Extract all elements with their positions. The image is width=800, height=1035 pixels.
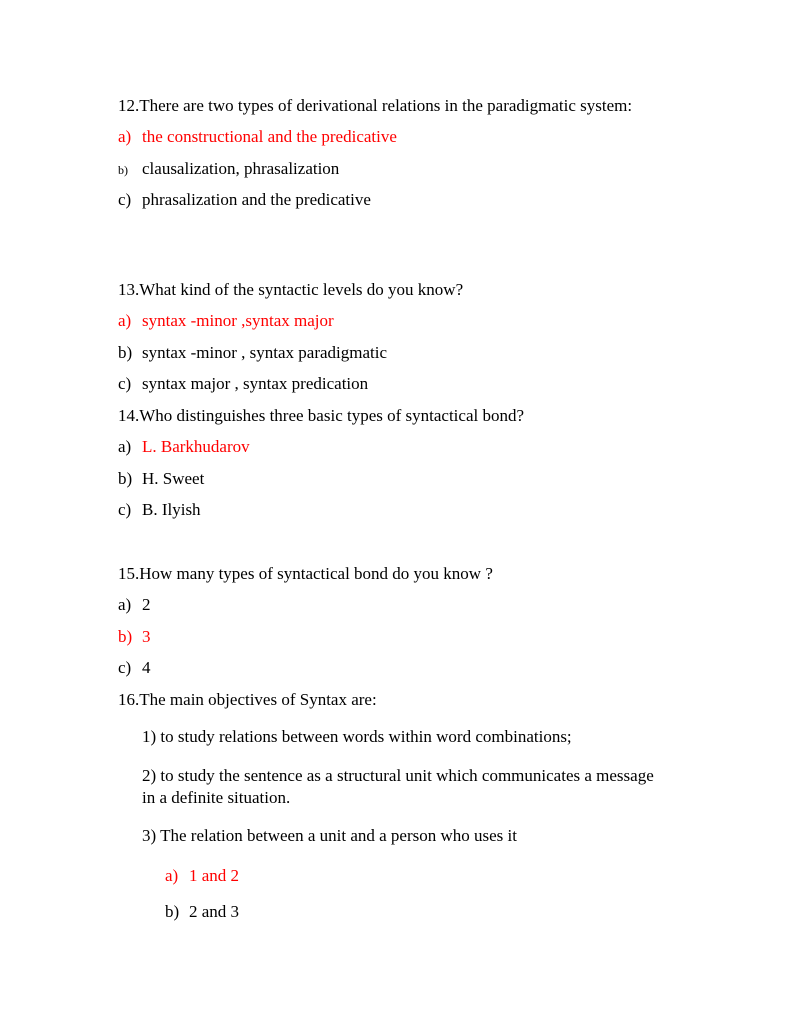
option-text: phrasalization and the predicative: [142, 190, 371, 209]
option-text: 2 and 3: [189, 902, 240, 921]
option-text: 2: [142, 595, 151, 614]
option-marker: c): [118, 500, 132, 519]
option-text: 1 and 2: [189, 866, 240, 885]
question-16: [118, 690, 377, 710]
answer-option-correct: [118, 311, 334, 331]
answer-option-correct: [118, 127, 397, 147]
option-marker: a): [165, 866, 179, 885]
answer-option: [118, 500, 201, 520]
option-text: H. Sweet: [142, 469, 205, 488]
answer-option: [118, 343, 387, 363]
question-text: What kind of the syntactic levels do you know?: [139, 280, 464, 299]
option-text: clausalization, phrasalization: [142, 159, 340, 178]
question-text: There are two types of derivational relations in the paradigmatic system:: [139, 96, 633, 115]
option-marker: b): [118, 469, 133, 488]
answer-option: [118, 658, 151, 678]
answer-option: [118, 374, 368, 394]
option-text: syntax major , syntax predication: [142, 374, 369, 393]
answer-option: [118, 190, 371, 210]
answer-option: [118, 159, 339, 180]
answer-option-correct: [165, 866, 239, 886]
option-marker: a): [118, 595, 132, 614]
statement-1: [142, 727, 572, 747]
answer-option: [165, 902, 239, 922]
option-marker: a): [118, 127, 132, 146]
option-text: B. Ilyish: [142, 500, 201, 519]
option-marker: b): [118, 163, 128, 177]
question-number: 16.: [118, 690, 140, 709]
question-text: How many types of syntactical bond do you know ?: [139, 564, 493, 583]
question-number: 12.: [118, 96, 140, 115]
question-14: [118, 406, 524, 426]
statement-text: 2) to study the sentence as a structural unit which communicates a message in a definite situation.: [142, 766, 654, 807]
option-marker: a): [118, 311, 132, 330]
answer-option-correct: [118, 627, 151, 647]
option-marker: c): [118, 658, 132, 677]
answer-option-correct: [118, 437, 250, 457]
option-text: 3: [142, 627, 151, 646]
statement-text: 1) to study relations between words within word combinations;: [142, 727, 572, 746]
question-number: 13.: [118, 280, 140, 299]
answer-option: [118, 595, 151, 615]
question-15: [118, 564, 493, 584]
statement-text: 3) The relation between a unit and a person who uses it: [142, 826, 517, 845]
question-12: [118, 96, 632, 116]
option-marker: c): [118, 190, 132, 209]
option-marker: c): [118, 374, 132, 393]
question-13: [118, 280, 463, 300]
question-number: 15.: [118, 564, 140, 583]
question-text: Who distinguishes three basic types of syntactical bond?: [139, 406, 525, 425]
option-marker: b): [118, 627, 133, 646]
option-text: the constructional and the predicative: [142, 127, 397, 146]
statement-3: [142, 826, 517, 846]
option-marker: b): [165, 902, 180, 921]
statement-2: [142, 765, 662, 809]
answer-option: [118, 469, 204, 489]
question-number: 14.: [118, 406, 140, 425]
option-marker: a): [118, 437, 132, 456]
question-text: The main objectives of Syntax are:: [139, 690, 377, 709]
option-text: 4: [142, 658, 151, 677]
option-text: L. Barkhudarov: [142, 437, 250, 456]
option-marker: b): [118, 343, 133, 362]
option-text: syntax -minor , syntax paradigmatic: [142, 343, 388, 362]
option-text: syntax -minor ,syntax major: [142, 311, 334, 330]
